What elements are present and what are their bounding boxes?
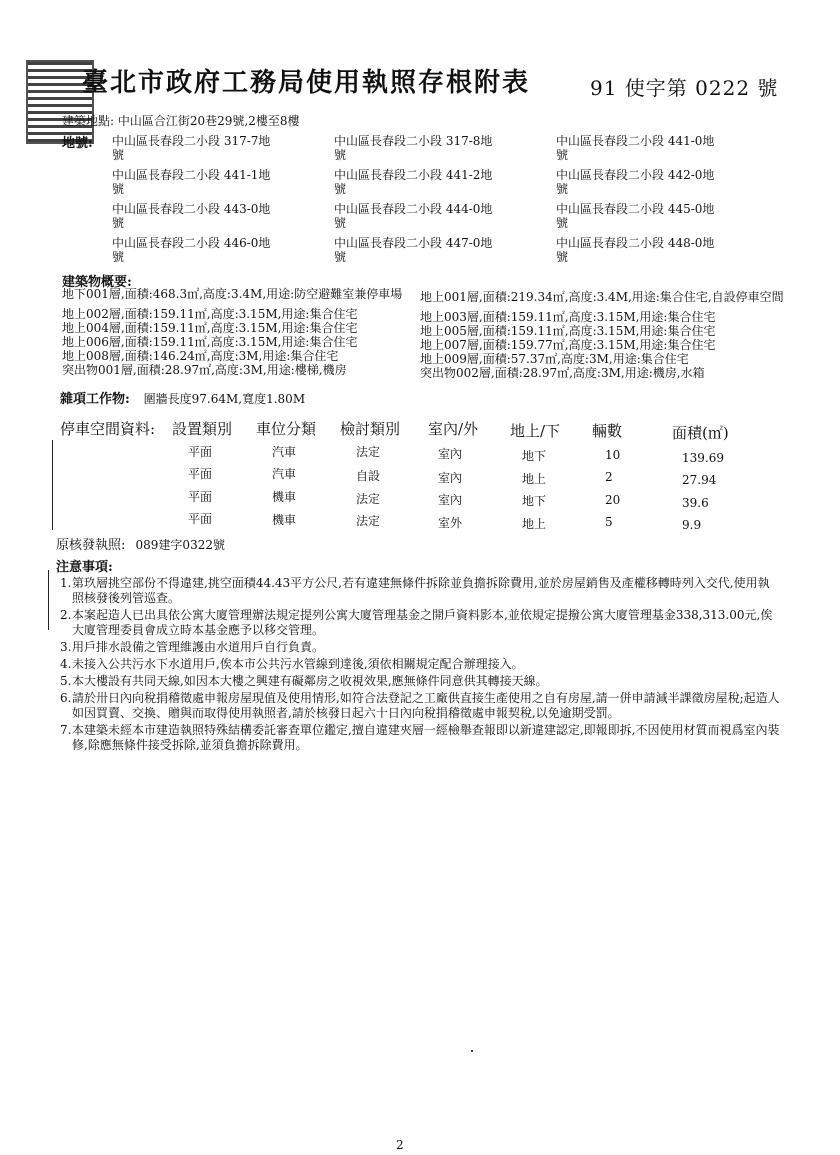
table-cell: 9.9 [682, 518, 702, 532]
table-cell: 2 [605, 470, 613, 484]
location-label: 建築地點: [62, 114, 115, 128]
floor-item: 地上004層,面積:159.11㎡,高度:3.15M,用途:集合住宅 [62, 321, 358, 335]
note-text: 用戶排水設備之管理維護由水道用戶自行負責。 [72, 640, 325, 654]
lot-item: 中山區長春段二小段 441-1地號 [112, 168, 271, 196]
note-text: 請於卅日內向稅捐稽徵處申報房屋現值及使用情形,如符合法登記之工廠供直接生產使用之自有房屋,請一併申請減半課徵房屋稅;起造人如因買賣、交換、贈與而取得使用執照者,請於核發日起六十日內向稅捐稽徵處申報契稅,以免逾期受罰。 [72, 691, 780, 720]
lot-item: 中山區長春段二小段 448-0地號 [556, 236, 715, 264]
table-cell: 室內 [438, 471, 463, 485]
lot-item: 中山區長春段二小段 441-0地號 [556, 134, 715, 162]
note-number: 1. [60, 576, 72, 590]
lot-item: 中山區長春段二小段 447-0地號 [334, 236, 493, 264]
table-cell: 法定 [356, 492, 381, 506]
note-text: 本建築未經本市建造執照特殊結構委託審查單位鑑定,擅自違建夾層一經檢舉查報即以新違建認定,即報即拆,不因使用材質而視爲室內裝修,除應無條件接受拆除,並須負擔拆除費用。 [72, 723, 780, 752]
table-cell: 平面 [188, 467, 213, 481]
parking-header-type: 設置類別 [172, 420, 233, 438]
misc-label: 雜項工作物: [60, 392, 130, 407]
page-title: 臺北市政府工務局使用執照存根附表 [82, 68, 531, 98]
note-item [60, 723, 780, 753]
table-cell: 汽車 [272, 445, 297, 459]
lot-item: 中山區長春段二小段 443-0地號 [112, 202, 271, 230]
lot-item: 中山區長春段二小段 446-0地號 [112, 236, 271, 264]
parking-label: 停車空間資料: [60, 420, 156, 438]
notes-label: 注意事項: [56, 560, 113, 575]
location-row [62, 114, 300, 128]
floor-item: 地上005層,面積:159.11㎡,高度:3.15M,用途:集合住宅 [420, 324, 716, 338]
table-cell: 機車 [272, 490, 297, 504]
note-item [60, 674, 780, 689]
parking-header-level: 地上/下 [510, 422, 561, 440]
note-item [60, 640, 780, 655]
lots-label: 地號: [62, 136, 93, 151]
floor-item: 地上003層,面積:159.11㎡,高度:3.15M,用途:集合住宅 [420, 310, 716, 324]
table-cell: 地下 [522, 494, 547, 508]
table-cell: 27.94 [682, 473, 717, 487]
table-cell: 地下 [522, 449, 547, 463]
notes-margin-line [48, 570, 49, 630]
table-cell: 自設 [356, 469, 381, 483]
table-cell: 39.6 [682, 496, 709, 510]
table-cell: 5 [605, 515, 613, 529]
table-cell: 20 [605, 493, 621, 507]
parking-header-area: 面積(㎡) [672, 424, 729, 442]
building-left-col [62, 287, 414, 377]
table-cell: 汽車 [272, 467, 297, 481]
floor-item: 突出物002層,面積:28.97㎡,高度:3M,用途:機房,水箱 [420, 366, 705, 380]
document-number: 91 使字第 0222 號 [590, 76, 779, 100]
table-cell: 室內 [438, 447, 463, 461]
floor-item: 地上002層,面積:159.11㎡,高度:3.15M,用途:集合住宅 [62, 307, 358, 321]
table-cell: 139.69 [682, 451, 724, 465]
note-number: 6. [60, 691, 72, 705]
table-cell: 10 [605, 448, 621, 462]
lot-col-2 [334, 134, 499, 270]
floor-item: 地上001層,面積:219.34㎡,高度:3.4M,用途:集合住宅,自設停車空間 [420, 290, 784, 304]
note-number: 5. [60, 674, 72, 688]
floor-item: 地上007層,面積:159.77㎡,高度:3.15M,用途:集合住宅 [420, 338, 716, 352]
note-item [60, 691, 780, 721]
lot-item: 中山區長春段二小段 441-2地號 [334, 168, 493, 196]
lot-item: 中山區長春段二小段 445-0地號 [556, 202, 715, 230]
table-cell: 室外 [438, 516, 463, 530]
parking-header-class: 車位分類 [256, 420, 317, 438]
note-text: 本大樓設有共同天線,如因本大樓之興建有礙鄰房之收視效果,應無條件同意供其轉接天線。 [72, 674, 548, 688]
table-cell: 機車 [272, 513, 297, 527]
misc-row [60, 392, 305, 407]
note-text: 本案起造人已出具依公寓大廈管理辦法規定提列公寓大廈管理基金之開戶資料影本,並依規定提撥公寓大廈管理基金338,313.00元,俟大廈管理委員會成立時本基金應予以移交管理。 [72, 608, 773, 637]
table-cell: 平面 [188, 490, 213, 504]
note-number: 3. [60, 640, 72, 654]
note-number: 4. [60, 657, 72, 671]
page-number: 2 [396, 1138, 404, 1152]
note-item [60, 608, 780, 638]
building-right-col [420, 290, 786, 380]
table-cell: 法定 [356, 445, 381, 459]
lot-item: 中山區長春段二小段 442-0地號 [556, 168, 715, 196]
lot-col-1 [112, 134, 277, 270]
floor-item: 地上006層,面積:159.11㎡,高度:3.15M,用途:集合住宅 [62, 335, 358, 349]
table-cell: 地上 [522, 472, 547, 486]
table-margin-line [52, 440, 53, 530]
floor-item: 地上008層,面積:146.24㎡,高度:3M,用途:集合住宅 [62, 349, 339, 363]
table-cell: 法定 [356, 514, 381, 528]
lot-item: 中山區長春段二小段 317-7地號 [112, 134, 271, 162]
parking-header-inout: 室內/外 [428, 420, 479, 438]
misc-value: 圍牆長度97.64M,寬度1.80M [143, 392, 306, 406]
note-number: 2. [60, 608, 72, 622]
table-cell: 平面 [188, 445, 213, 459]
lot-item: 中山區長春段二小段 444-0地號 [334, 202, 493, 230]
table-cell: 室內 [438, 493, 463, 507]
table-cell: 平面 [188, 512, 213, 526]
floor-item: 地下001層,面積:468.3㎡,高度:3.4M,用途:防空避難室兼停車場 [62, 287, 403, 301]
lot-col-3 [556, 134, 721, 270]
notes-list [60, 576, 780, 755]
table-cell: 地上 [522, 517, 547, 531]
scan-dot [471, 1050, 473, 1052]
original-permit-value: 089建字0322號 [135, 538, 225, 552]
note-item [60, 657, 780, 672]
parking-header-review: 檢討類別 [340, 420, 401, 438]
original-permit-label: 原核發執照: [56, 538, 126, 553]
note-item [60, 576, 780, 606]
floor-item: 地上009層,面積:57.37㎡,高度:3M,用途:集合住宅 [420, 352, 689, 366]
note-number: 7. [60, 723, 72, 737]
parking-header-count: 輛數 [592, 422, 623, 440]
note-text: 第玖層挑空部份不得違建,挑空面積44.43平方公尺,若有違建無條件拆除並負擔拆除費用,並於房屋銷售及產權移轉時列入交代,使用執照核發後列管巡查。 [72, 576, 770, 605]
original-permit-row [56, 534, 225, 553]
lot-item: 中山區長春段二小段 317-8地號 [334, 134, 493, 162]
floor-item: 突出物001層,面積:28.97㎡,高度:3M,用途:樓梯,機房 [62, 363, 347, 377]
note-text: 未接入公共污水下水道用戶,俟本市公共污水管線到達後,須依相關規定配合辦理接入。 [72, 657, 524, 671]
location-value: 中山區合江街20巷29號,2樓至8樓 [117, 114, 300, 128]
building-label: 建築物概要: [62, 275, 132, 290]
